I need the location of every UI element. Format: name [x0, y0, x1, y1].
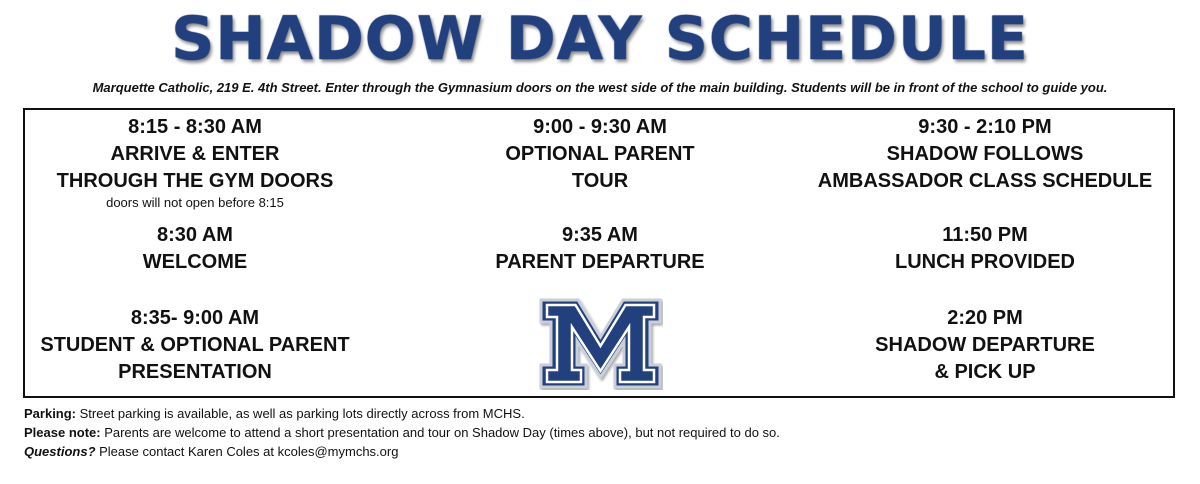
- schedule-note: doors will not open before 8:15: [106, 195, 284, 210]
- schedule-item-presentation: [25, 305, 365, 386]
- schedule-time: 9:35 AM: [562, 224, 638, 246]
- schedule-desc: ARRIVE & ENTER: [110, 143, 280, 165]
- please-note-text: Parents are welcome to attend a short presentation and tour on Shadow Day (times above), but not required to do so.: [100, 425, 780, 440]
- please-note: [24, 423, 1174, 442]
- schedule-desc: LUNCH PROVIDED: [894, 251, 1075, 273]
- schedule-time: 8:35- 9:00 AM: [130, 307, 260, 329]
- parking-text: Street parking is available, as well as parking lots directly across from MCHS.: [76, 406, 525, 421]
- schedule-item-lunch: [795, 222, 1175, 276]
- schedule-time: 11:50 PM: [942, 224, 1028, 246]
- parking-label: Parking:: [24, 406, 77, 421]
- questions-label: Questions?: [24, 444, 96, 459]
- m-block-logo-icon: [538, 297, 663, 390]
- schedule-time: 8:30 AM: [157, 224, 233, 246]
- schedule-item-arrive: [25, 114, 365, 210]
- questions-text: Please contact Karen Coles at kcoles@mymchs.org: [95, 444, 399, 459]
- schedule-item-shadow-follows: [795, 114, 1175, 195]
- schedule-item-welcome: [25, 222, 365, 276]
- schedule-box: [23, 108, 1175, 398]
- schedule-time: 8:15 - 8:30 AM: [128, 116, 262, 138]
- schedule-time: 9:30 - 2:10 PM: [918, 116, 1052, 138]
- schedule-desc: OPTIONAL PARENT: [505, 143, 695, 165]
- schedule-desc: SHADOW DEPARTURE: [875, 334, 1095, 356]
- please-note-label: Please note:: [24, 425, 101, 440]
- schedule-desc: & PICK UP: [934, 361, 1036, 383]
- parking-note: [24, 404, 1174, 423]
- schedule-desc: PARENT DEPARTURE: [495, 251, 705, 273]
- schedule-desc: TOUR: [571, 170, 629, 192]
- schedule-time: 2:20 PM: [947, 307, 1023, 329]
- schedule-desc: PRESENTATION: [118, 361, 272, 383]
- schedule-item-parent-departure: [425, 222, 775, 276]
- schedule-desc: SHADOW FOLLOWS: [886, 143, 1084, 165]
- schedule-desc: STUDENT & OPTIONAL PARENT: [40, 334, 350, 356]
- schedule-desc: WELCOME: [142, 251, 248, 273]
- schedule-item-shadow-departure: [795, 305, 1175, 386]
- page-subtitle: Marquette Catholic, 219 E. 4th Street. Enter through the Gymnasium doors on the west side of the main building. Students will be in front of the school to guide you.: [92, 80, 1108, 95]
- page-title: SHADOW DAY SCHEDULE: [171, 4, 1029, 74]
- schedule-desc: AMBASSADOR CLASS SCHEDULE: [817, 170, 1153, 192]
- questions-note: [24, 442, 1174, 461]
- footer-notes: [24, 404, 1174, 461]
- schedule-desc: THROUGH THE GYM DOORS: [56, 170, 334, 192]
- schedule-item-parent-tour: [425, 114, 775, 195]
- schedule-time: 9:00 - 9:30 AM: [533, 116, 667, 138]
